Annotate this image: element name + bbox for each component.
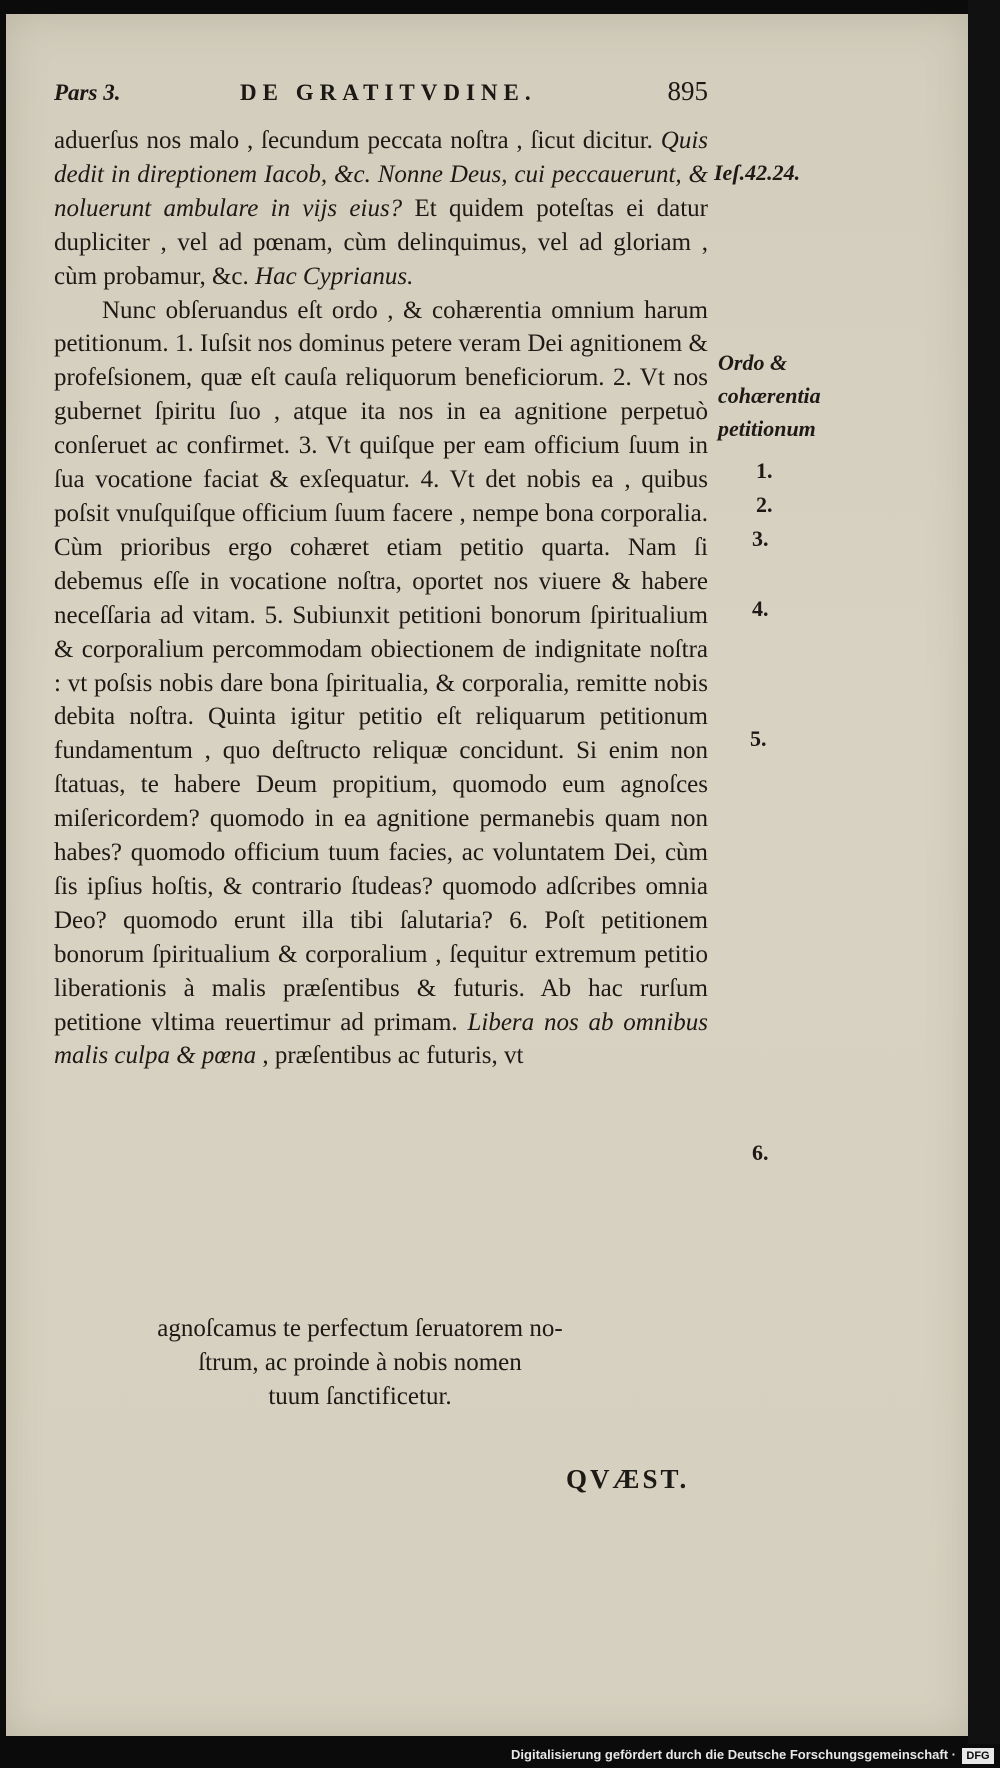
- margin-number: 4.: [752, 596, 769, 621]
- margin-number: 1.: [756, 458, 773, 483]
- page-number: 895: [667, 76, 708, 106]
- closing-line: agnoſcamus te perfectum ſeruatorem no-: [157, 1315, 563, 1342]
- margin-number: 2.: [756, 492, 773, 517]
- book-edge: [968, 0, 1000, 1768]
- text-run: , præſentibus ac futuris, vt: [256, 1042, 524, 1070]
- text-run: aduerſus nos malo , ſecundum peccata noſtra , ſicut dicitur.: [54, 127, 661, 154]
- closing-line: ſtrum, ac proinde à nobis nomen: [198, 1349, 522, 1376]
- italic-text: Hac Cyprianus.: [255, 262, 414, 290]
- paragraph: [54, 294, 708, 1074]
- book-page: [6, 14, 970, 1736]
- margin-note-line: cohærentia: [718, 383, 821, 408]
- catchword: QVÆST.: [566, 1464, 690, 1494]
- running-title: DE GRATITVDINE.: [240, 80, 537, 105]
- italic-text: Quis dedit in direptionem Iacob, &c. Nonne Deus, cui peccauerunt, & noluerunt ambulare in vijs eius?: [54, 127, 708, 222]
- footer-bar: [0, 1744, 1000, 1768]
- margin-note-line: Ordo &: [718, 350, 788, 375]
- margin-number: 5.: [750, 726, 767, 751]
- margin-note-line: petitionum: [718, 416, 816, 441]
- main-text-block: [54, 124, 708, 1073]
- margin-number: 6.: [752, 1140, 769, 1165]
- margin-reference: Ieſ.42.24.: [714, 160, 801, 185]
- margin-note-ordo: [718, 346, 821, 445]
- closing-lines: [110, 1312, 610, 1414]
- part-label: Pars 3.: [54, 80, 121, 105]
- paragraph: [54, 124, 708, 294]
- italic-text: Libera nos ab omnibus malis culpa & pœna: [54, 1008, 708, 1070]
- running-header: [54, 76, 708, 112]
- text-run: Nunc obſeruandus eſt ordo , & cohærentia omnium harum petitionum. 1. Iuſsit nos dominus petere veram Dei agnitionem & profeſsionem, quæ eſt cauſa reliquorum beneficiorum. 2. Vt nos gubernet ſpiritu ſuo , atque ita nos in ea agnitione perpetuò conſeruet ac confirmet. 3. Vt quiſque per eam officium ſuum in ſua vocatione faciat & exſequatur. 4. Vt det nobis ea , quibus poſsit vnuſquiſque officium ſuum facere , nempe bona corporalia. Cùm prioribus ergo cohæret etiam petitio quarta. Nam ſi debemus eſſe in vocatione noſtra, oportet nos viuere & habere neceſſaria ad vitam. 5. Subiunxit petitioni bonorum ſpiritualium & corporalium percommodam obiectionem de indignitate noſtra : vt poſsis nobis dare bona ſpiritualia, & corporalia, remitte nobis debita noſtra. Quinta igitur petitio eſt reliquarum petitionum fundamentum , quo deſtructo reliquæ concidunt. Si enim non ſtatuas, te habere Deum propitium, quomodo eum agnoſces miſericordem? quomodo in ea agnitione permanebis quam non habes? quomodo officium tuum facies, ac voluntatem Dei, cùm ſis ipſius hoſtis, & contrario ſtudeas? quomodo adſcribes omnia Deo? quomodo erunt illa tibi ſalutaria? 6. Poſt petitionem bonorum ſpiritualium & corporalium , ſequitur extremum petitio liberationis à malis præſentibus & futuris. Ab hac rurſum petitione vltima reuertimur ad primam.: [54, 296, 708, 1036]
- margin-number: 3.: [752, 526, 769, 551]
- footer-credit: Digitalisierung gefördert durch die Deutsche Forschungsgemeinschaft ·: [511, 1747, 956, 1762]
- dfg-logo: DFG: [962, 1748, 994, 1764]
- closing-line: tuum ſanctificetur.: [268, 1383, 452, 1410]
- text-run: Et quidem poteſtas ei datur dupliciter , vel ad pœnam, cùm delinquimus, vel ad gloriam , cùm probamur, &c.: [54, 194, 708, 290]
